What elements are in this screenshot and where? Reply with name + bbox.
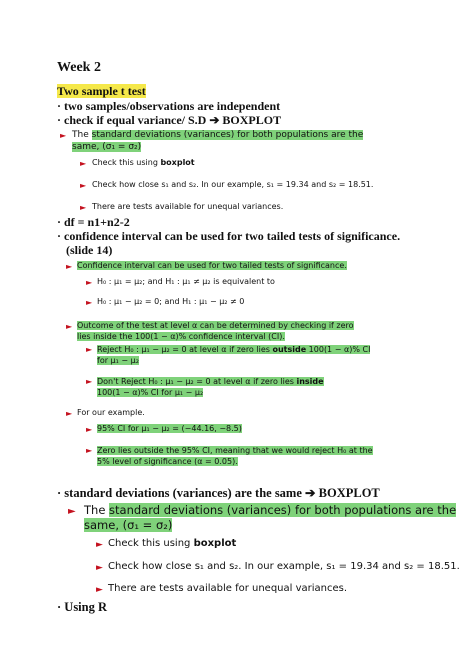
triangle-bullet-icon: ► xyxy=(86,425,93,434)
bullet-using-r: · Using R xyxy=(57,600,108,614)
triangle-bullet-icon: ► xyxy=(86,345,93,354)
triangle-bullet-icon: ► xyxy=(80,159,87,168)
bullet-variance-check: · check if equal variance/ S.D ➔ BOXPLOT xyxy=(57,113,282,127)
our-example: For our example. xyxy=(77,408,145,417)
right-arrow-icon: ➔ xyxy=(301,486,319,500)
bullet-ci: · confidence interval can be used for two tailed tests of significance. xyxy=(57,229,401,243)
section-title: Two sample t test xyxy=(57,84,146,98)
triangle-bullet-icon: ► xyxy=(68,506,76,517)
bullet-df: · df = n1+n2-2 xyxy=(57,215,130,229)
bullet-sd-same: · standard deviations (variances) are the same ➔ BOXPLOT xyxy=(57,486,380,500)
bullet-independent: · two samples/observations are independent xyxy=(57,99,281,113)
triangle-bullet-icon: ► xyxy=(96,585,103,595)
zero-outside-note: Zero lies outside the 95% CI, meaning that we would reject H₀ at the 5% level of significance (α = 0.05). xyxy=(97,446,373,466)
s1-s2-example-large: Check how close s₁ and s₂. In our example, s₁ = 19.34 and s₂ = 18.51. xyxy=(108,561,460,572)
triangle-bullet-icon: ► xyxy=(86,377,93,386)
outcome-note: Outcome of the test at level α can be determined by checking if zero lies inside the 100(1 − α)% confidence interval (CI). xyxy=(77,321,354,341)
ci-value: 95% CI for μ₁ − μ₂ = (−44.16, −8.5) xyxy=(97,424,242,433)
slide-ref: (slide 14) xyxy=(66,243,113,257)
triangle-bullet-icon: ► xyxy=(80,203,87,212)
hypothesis-2: H₀ : μ₁ − μ₂ = 0; and H₁ : μ₁ − μ₂ ≠ 0 xyxy=(97,297,245,306)
triangle-bullet-icon: ► xyxy=(86,278,93,287)
right-arrow-icon: ➔ xyxy=(206,113,223,127)
triangle-bullet-icon: ► xyxy=(60,131,67,140)
dont-reject-note: Don't Reject H₀ : μ₁ − μ₂ = 0 at level α if zero lies inside 100(1 − α)% CI for μ₁ − μ₂ xyxy=(97,377,324,397)
reject-note: Reject H₀ : μ₁ − μ₂ = 0 at level α if zero lies outside 100(1 − α)% CI for μ₁ − μ₂ xyxy=(97,345,371,365)
sd-same-note: The standard deviations (variances) for both populations are the same, (σ₁ = σ₂) xyxy=(72,130,364,152)
s1-s2-example: Check how close s₁ and s₂. In our example, s₁ = 19.34 and s₂ = 18.51. xyxy=(92,180,374,189)
ci-note: Confidence interval can be used for two tailed tests of significance. xyxy=(77,261,347,270)
triangle-bullet-icon: ► xyxy=(66,322,73,331)
hypothesis-1: H₀ : μ₁ = μ₂; and H₁ : μ₁ ≠ μ₂ is equivalent to xyxy=(97,277,275,286)
boxplot-check: Check this using boxplot xyxy=(92,158,195,167)
unequal-tests: There are tests available for unequal variances. xyxy=(92,202,284,211)
sd-same-note-large: The standard deviations (variances) for both populations are the same, (σ₁ = σ₂) xyxy=(84,503,457,532)
triangle-bullet-icon: ► xyxy=(66,409,73,418)
triangle-bullet-icon: ► xyxy=(80,181,87,190)
week-heading: Week 2 xyxy=(57,60,101,75)
triangle-bullet-icon: ► xyxy=(86,446,93,455)
boxplot-check-large: Check this using boxplot xyxy=(108,538,237,549)
triangle-bullet-icon: ► xyxy=(66,262,73,271)
unequal-tests-large: There are tests available for unequal variances. xyxy=(108,583,348,594)
triangle-bullet-icon: ► xyxy=(86,298,93,307)
triangle-bullet-icon: ► xyxy=(96,540,103,550)
triangle-bullet-icon: ► xyxy=(96,563,103,573)
